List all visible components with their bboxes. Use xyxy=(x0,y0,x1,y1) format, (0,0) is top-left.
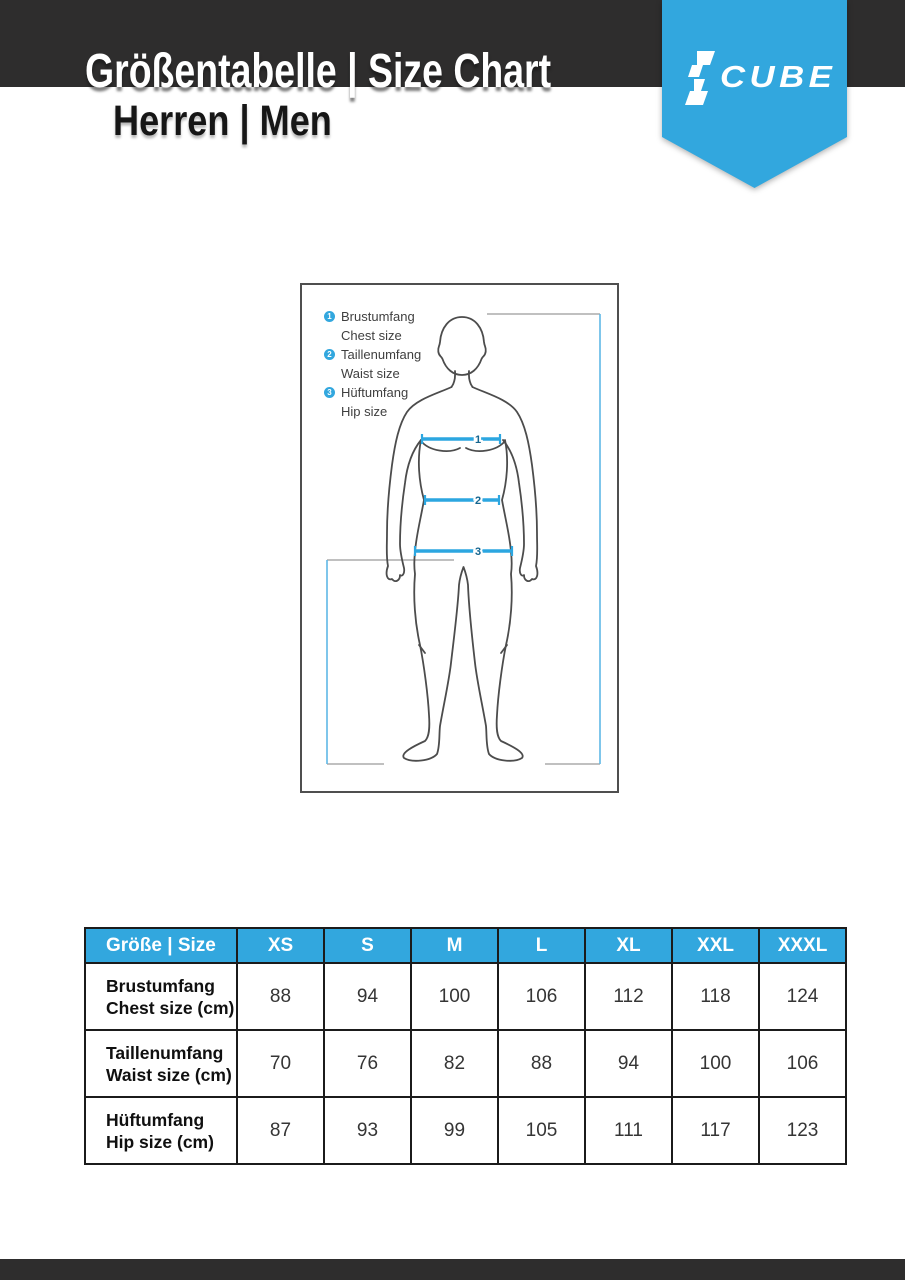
cell-value: 87 xyxy=(237,1097,324,1164)
cell-value: 93 xyxy=(324,1097,411,1164)
legend-label-en: Hip size xyxy=(341,404,388,419)
header-cell-xxxl: XXXL xyxy=(759,928,846,963)
legend-label-de: Taillenumfang xyxy=(341,347,422,362)
table-row-chest xyxy=(85,963,846,1030)
measure-line-ticks xyxy=(415,434,512,556)
row-label-en: Hip size (cm) xyxy=(106,1131,214,1152)
cell-value: 88 xyxy=(498,1030,585,1097)
legend-label-de: Brustumfang xyxy=(341,309,415,324)
legend-item-chest xyxy=(324,307,421,345)
header-cell-m: M xyxy=(411,928,498,963)
row-label-de: Taillenumfang xyxy=(106,1042,224,1063)
cell-value: 70 xyxy=(237,1030,324,1097)
cell-value: 111 xyxy=(585,1097,672,1164)
header-cell-xs: XS xyxy=(237,928,324,963)
row-label-en: Waist size (cm) xyxy=(106,1064,232,1085)
legend-item-waist xyxy=(324,345,421,383)
cell-value: 105 xyxy=(498,1097,585,1164)
cell-value: 124 xyxy=(759,963,846,1030)
legend-label-en: Chest size xyxy=(341,328,402,343)
cell-value: 94 xyxy=(585,1030,672,1097)
measure-lines xyxy=(415,439,512,551)
legend-label-en: Waist size xyxy=(341,366,400,381)
header-cell-xxl: XXL xyxy=(672,928,759,963)
table-header-row xyxy=(85,928,846,963)
size-table xyxy=(84,927,847,1165)
cell-value: 117 xyxy=(672,1097,759,1164)
cell-value: 100 xyxy=(411,963,498,1030)
cube-logo-text: CUBE xyxy=(720,59,837,94)
table-row-waist xyxy=(85,1030,846,1097)
page-subtitle: Herren | Men xyxy=(113,97,332,145)
header-cell-l: L xyxy=(498,928,585,963)
cell-value: 106 xyxy=(498,963,585,1030)
header-cell-xl: XL xyxy=(585,928,672,963)
cell-value: 112 xyxy=(585,963,672,1030)
table-row-hip xyxy=(85,1097,846,1164)
footer-bar xyxy=(0,1259,905,1280)
page-title: Größentabelle | Size Chart xyxy=(85,45,552,98)
header-cell-size: Größe | Size xyxy=(85,928,237,963)
row-label xyxy=(85,963,237,1030)
measure-line-numbers xyxy=(475,434,481,558)
row-label-en: Chest size (cm) xyxy=(106,997,235,1018)
cell-value: 123 xyxy=(759,1097,846,1164)
cell-value: 118 xyxy=(672,963,759,1030)
row-label xyxy=(85,1097,237,1164)
cell-value: 82 xyxy=(411,1030,498,1097)
row-label-de: Hüftumfang xyxy=(106,1109,205,1130)
legend-marker-1: 1 xyxy=(324,311,335,322)
cell-value: 88 xyxy=(237,963,324,1030)
cell-value: 106 xyxy=(759,1030,846,1097)
cell-value: 100 xyxy=(672,1030,759,1097)
legend-item-hip xyxy=(324,383,421,421)
cell-value: 99 xyxy=(411,1097,498,1164)
header-cell-s: S xyxy=(324,928,411,963)
cell-value: 76 xyxy=(324,1030,411,1097)
cube-logo xyxy=(682,50,842,106)
marker-1: 1 xyxy=(474,434,482,446)
size-diagram xyxy=(300,283,619,793)
legend-label-de: Hüftumfang xyxy=(341,385,409,400)
marker-3: 3 xyxy=(474,546,482,558)
legend-marker-2: 2 xyxy=(324,349,335,360)
cube-logo-icon xyxy=(682,50,718,106)
cell-value: 94 xyxy=(324,963,411,1030)
legend-marker-3: 3 xyxy=(324,387,335,398)
diagram-legend xyxy=(324,307,421,421)
row-label-de: Brustumfang xyxy=(106,975,215,996)
marker-2: 2 xyxy=(474,495,482,507)
row-label xyxy=(85,1030,237,1097)
